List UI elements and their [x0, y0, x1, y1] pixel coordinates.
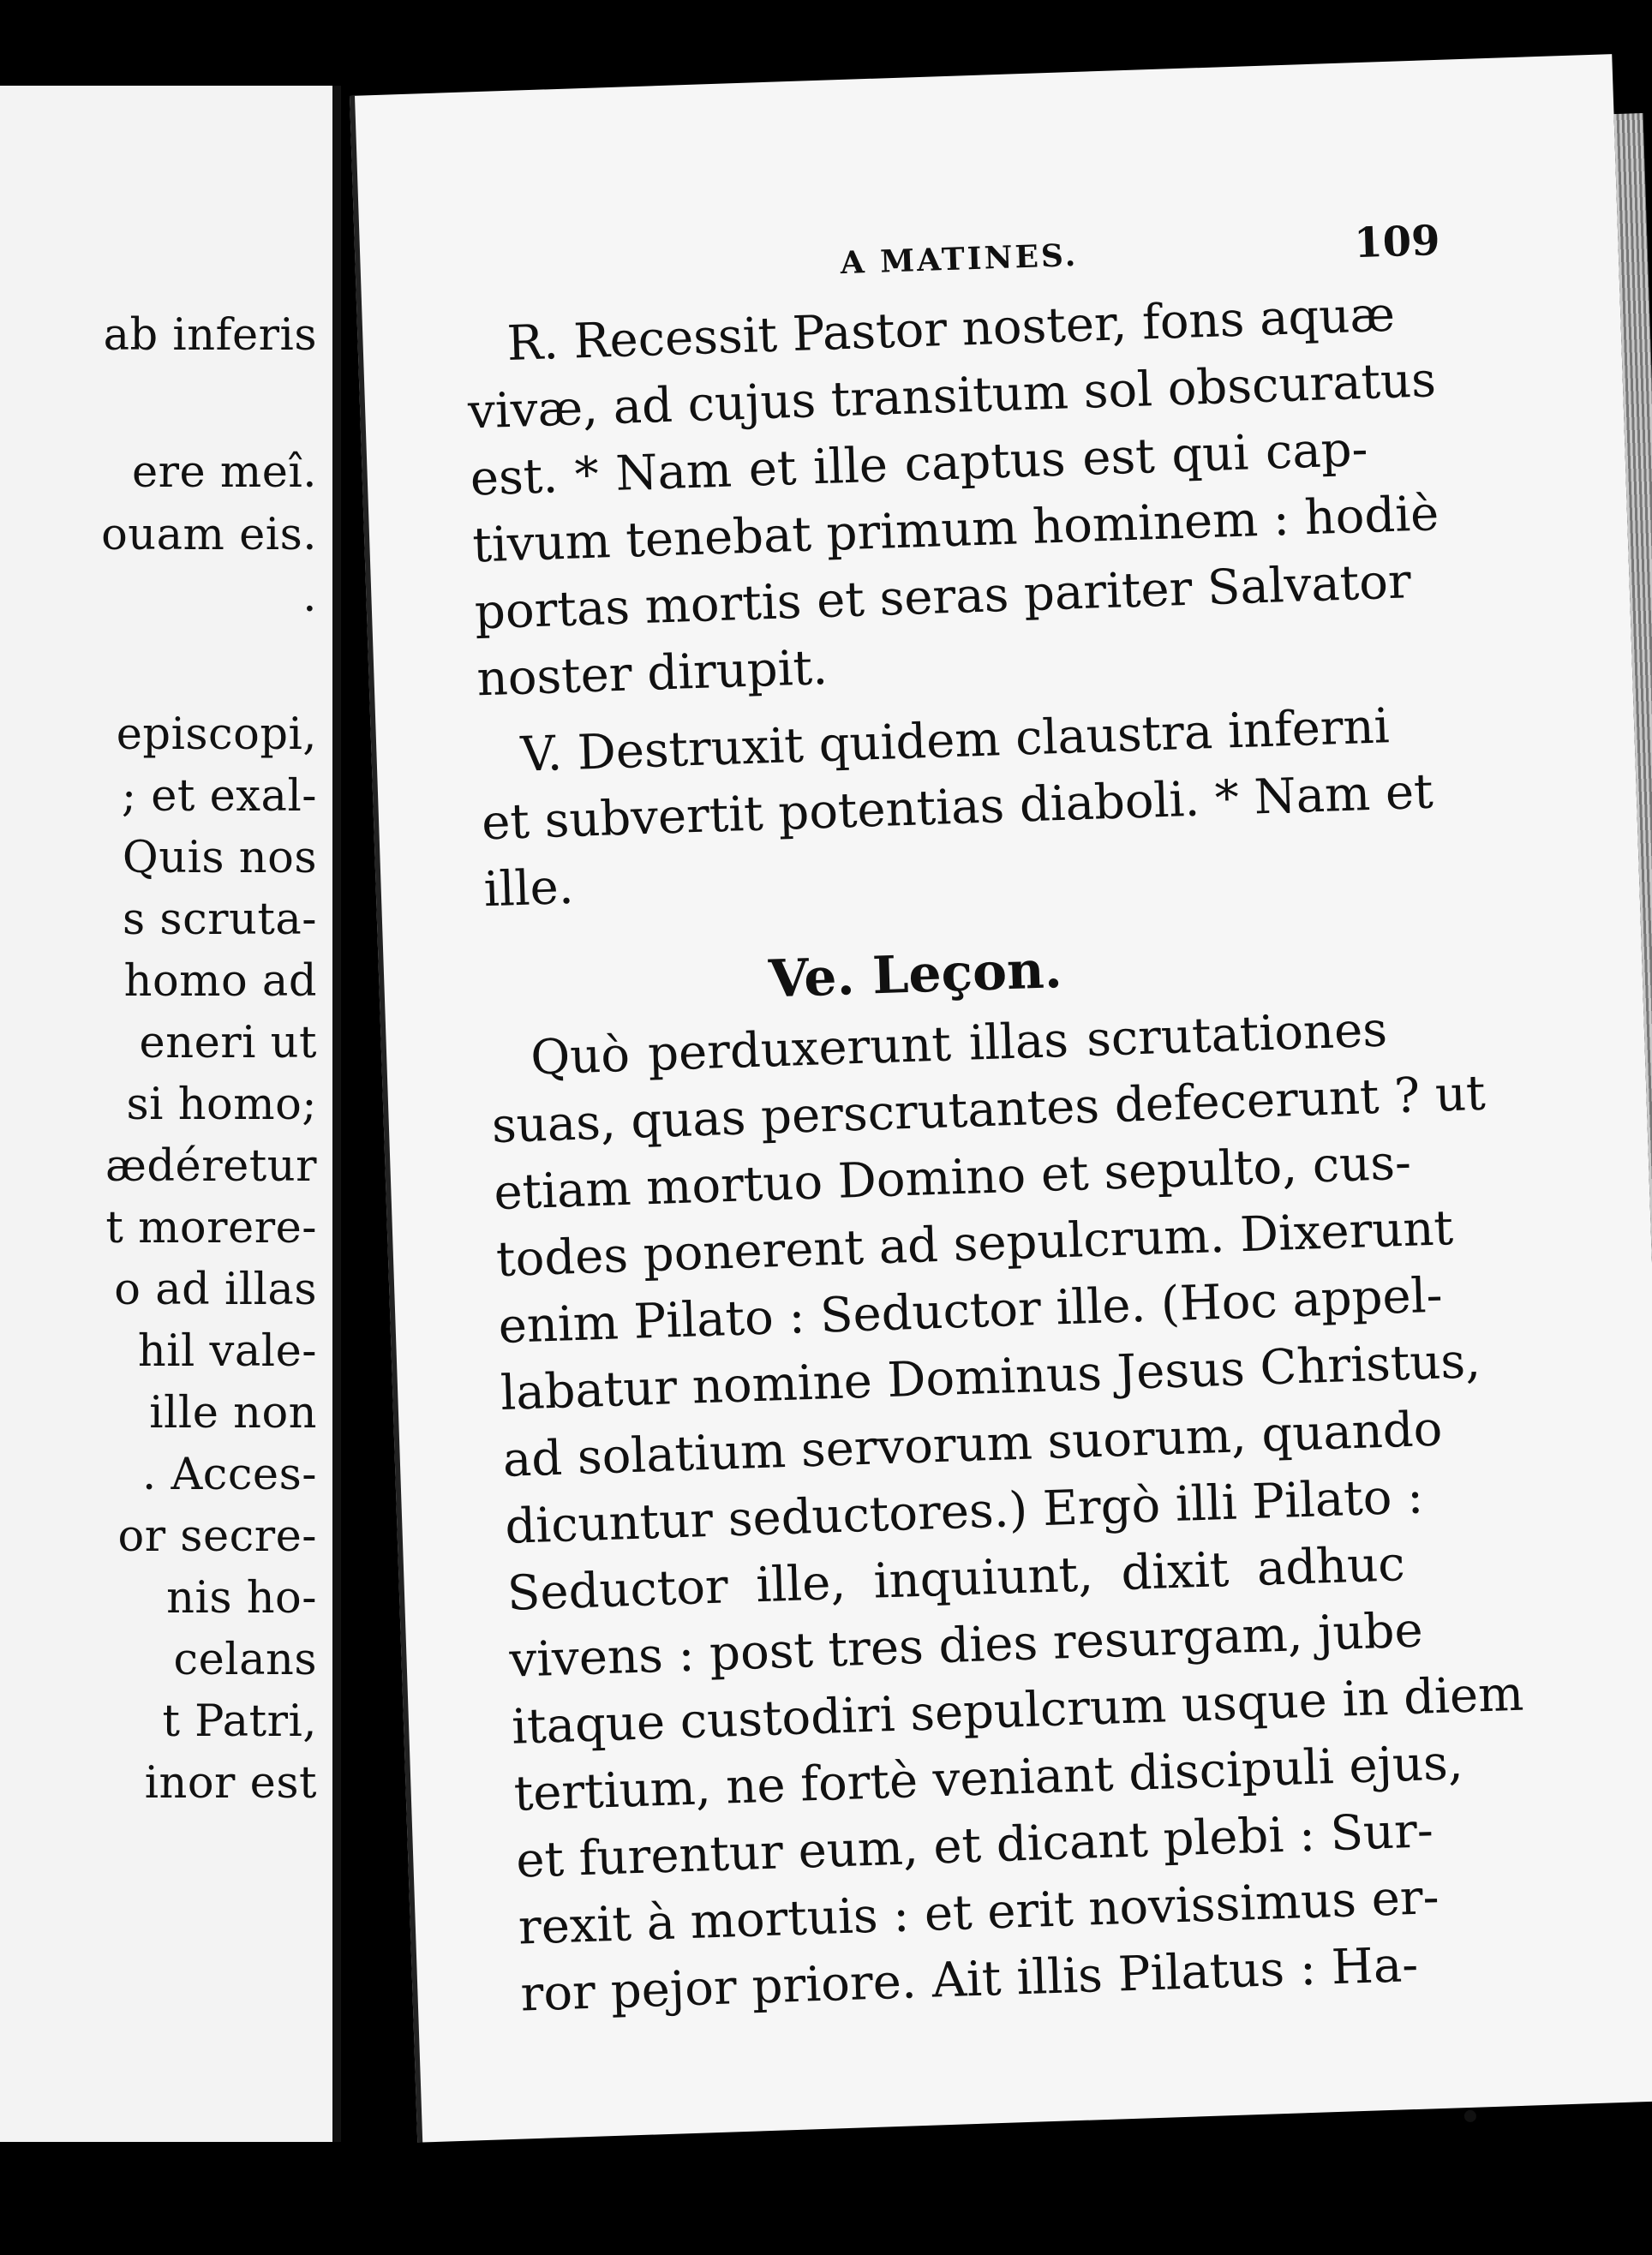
left-page-line: nis ho- [166, 1573, 317, 1624]
lesson-line: enim Pilato : Seductor ille. (Hoc appel- [497, 1267, 1444, 1355]
responsory-line: est. * Nam et ille captus est qui cap- [469, 421, 1369, 507]
responsory-line: portas mortis et seras pariter Salvator [473, 553, 1412, 641]
left-page-line: ouam eis. [101, 510, 317, 560]
lesson-line: rexit à mortuis : et erit novissimus er- [517, 1869, 1440, 1956]
left-page-line: celans [173, 1635, 317, 1685]
left-page-line: inor est [144, 1758, 317, 1809]
lesson-line: todes ponerent ad sepulcrum. Dixerunt [495, 1200, 1454, 1289]
page-edge [1614, 113, 1652, 2075]
lesson-line: dicuntur seductores.) Ergò illi Pilato : [504, 1468, 1425, 1555]
lesson-line: et furentur eum, et dicant plebi : Sur- [515, 1803, 1434, 1889]
lesson-line: etiam mortuo Domino et sepulto, cus- [493, 1134, 1412, 1222]
lesson-heading: Ve. Leçon. [768, 940, 1063, 1010]
left-page-line: hil vale- [137, 1326, 317, 1377]
left-page-line: ab inferis [103, 310, 317, 361]
left-page-line: homo ad [123, 956, 317, 1007]
right-page [350, 54, 1652, 2143]
left-page-line: ædéretur [105, 1141, 317, 1192]
lesson-line: Seductor ille, inquiunt, dixit adhuc [506, 1536, 1406, 1622]
responsory-line: R. Recessit Pastor noster, fons aquæ [506, 286, 1396, 373]
lesson-line: ror pejor priore. Ait illis Pilatus : Ha- [519, 1936, 1420, 2023]
versicle-line: V. Destruxit quidem claustra inferni [519, 698, 1391, 783]
left-page-line: ille non [149, 1388, 317, 1439]
left-page-line: Quis nos [122, 833, 317, 883]
lesson-line: Quò perduxerunt illas scrutationes [530, 1002, 1388, 1086]
lesson-line: tertium, ne fortè veniant discipuli ejus, [512, 1735, 1464, 1822]
running-head: A MATINES. [840, 236, 1079, 282]
left-page-line: ere meî. [131, 447, 317, 498]
left-page-line: t Patri, [162, 1696, 317, 1747]
responsory-line: tivum tenebat primum hominem : hodiè [471, 486, 1440, 574]
lesson-line: labatur nomine Dominus Jesus Christus, [500, 1333, 1481, 1421]
left-page-line: s scruta- [123, 894, 317, 945]
left-page-line: ; et exal- [121, 771, 317, 822]
left-page-line: eneri ut [139, 1018, 317, 1068]
left-page-line: si homo; [126, 1080, 317, 1130]
lesson-line: vivens : post tres dies resurgam, jube [508, 1602, 1424, 1689]
left-page-line: . Acces- [142, 1450, 317, 1500]
left-page [0, 86, 341, 2142]
left-page-line: o ad illas [114, 1265, 317, 1315]
ink-speck [1464, 2110, 1476, 2122]
left-page-line: t morere- [105, 1203, 317, 1253]
lesson-line: ad solatium servorum suorum, quando [501, 1401, 1444, 1488]
lesson-line: suas, quas perscrutantes defecerunt ? ut [490, 1065, 1487, 1155]
left-page-line: or secre- [117, 1511, 317, 1562]
responsory-line: vivæ, ad cujus transitum sol obscuratus [467, 352, 1437, 440]
left-page-line: episcopi, [116, 709, 317, 760]
left-page-line: . [302, 571, 317, 622]
lesson-line: itaque custodiri sepulcrum usque in diem [511, 1666, 1525, 1756]
versicle-line: et subvertit potentias diaboli. * Nam et [481, 763, 1434, 852]
page-number: 109 [1353, 216, 1441, 268]
versicle-line: ille. [482, 858, 575, 918]
responsory-line: noster dirupit. [476, 639, 829, 708]
